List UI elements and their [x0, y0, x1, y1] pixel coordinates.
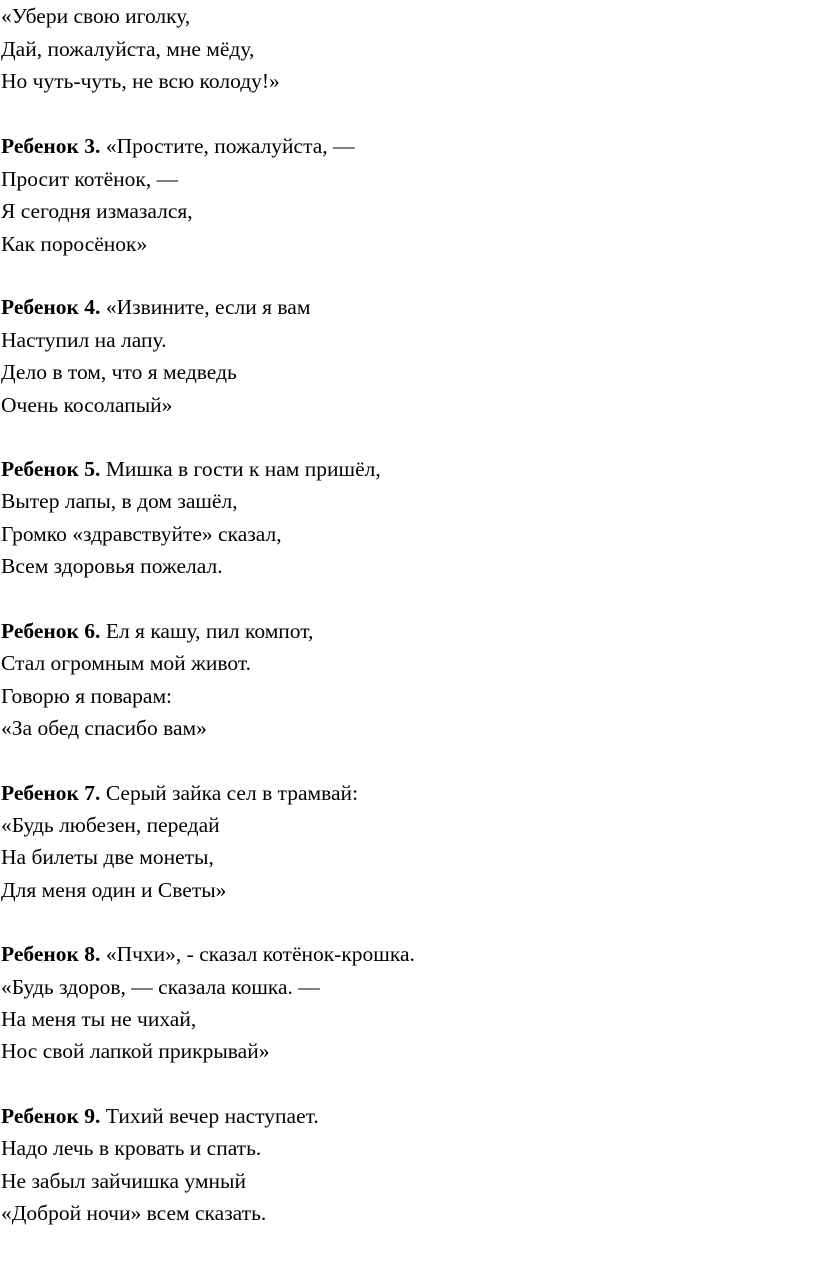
- stanza-first-line: [1, 294, 310, 320]
- verse-text: «Извините, если я вам: [100, 295, 311, 319]
- verse-text: Тихий вечер наступает.: [100, 1104, 319, 1128]
- speaker-label: Ребенок 5.: [1, 457, 101, 481]
- verse-line: Очень косолапый»: [1, 393, 173, 417]
- speaker-label: Ребенок 3.: [1, 134, 101, 158]
- verse-line: Как поросёнок»: [1, 232, 148, 256]
- verse-text: «Простите, пожалуйста, —: [100, 134, 355, 158]
- intro-line: Дай, пожалуйста, мне мёду,: [1, 37, 255, 61]
- stanza-first-line: [1, 133, 355, 159]
- verse-line: Громко «здравствуйте» сказал,: [1, 522, 282, 546]
- speaker-label: Ребенок 9.: [1, 1104, 101, 1128]
- speaker-label: Ребенок 6.: [1, 619, 101, 643]
- intro-line: Но чуть-чуть, не всю колоду!»: [1, 69, 280, 93]
- stanza-first-line: [1, 941, 415, 967]
- verse-line: Стал огромным мой живот.: [1, 651, 251, 675]
- verse-line: Я сегодня измазался,: [1, 199, 193, 223]
- speaker-label: Ребенок 7.: [1, 781, 101, 805]
- verse-line: «Будь здоров, — сказала кошка. —: [1, 975, 320, 999]
- verse-line: «Будь любезен, передай: [1, 813, 220, 837]
- verse-line: Всем здоровья пожелал.: [1, 554, 223, 578]
- stanza-first-line: [1, 1103, 319, 1129]
- verse-line: Не забыл зайчишка умный: [1, 1169, 246, 1193]
- verse-line: На билеты две монеты,: [1, 845, 214, 869]
- speaker-label: Ребенок 4.: [1, 295, 101, 319]
- verse-text: Мишка в гости к нам пришёл,: [100, 457, 381, 481]
- stanza-first-line: [1, 618, 313, 644]
- verse-text: Серый зайка сел в трамвай:: [100, 781, 359, 805]
- verse-line: «Доброй ночи» всем сказать.: [1, 1201, 267, 1225]
- verse-line: Вытер лапы, в дом зашёл,: [1, 489, 238, 513]
- intro-line: «Убери свою иголку,: [1, 4, 191, 28]
- verse-line: Для меня один и Светы»: [1, 878, 227, 902]
- verse-line: Наступил на лапу.: [1, 328, 167, 352]
- verse-line: На меня ты не чихай,: [1, 1007, 197, 1031]
- verse-line: Дело в том, что я медведь: [1, 360, 237, 384]
- verse-line: Говорю я поварам:: [1, 684, 173, 708]
- verse-text: «Пчхи», - сказал котёнок-крошка.: [100, 942, 415, 966]
- speaker-label: Ребенок 8.: [1, 942, 101, 966]
- verse-line: Надо лечь в кровать и спать.: [1, 1136, 262, 1160]
- verse-line: «За обед спасибо вам»: [1, 716, 207, 740]
- verse-line: Нос свой лапкой прикрывай»: [1, 1039, 270, 1063]
- verse-line: Просит котёнок, —: [1, 167, 179, 191]
- stanza-first-line: [1, 780, 358, 806]
- verse-text: Ел я кашу, пил компот,: [100, 619, 314, 643]
- stanza-first-line: [1, 456, 381, 482]
